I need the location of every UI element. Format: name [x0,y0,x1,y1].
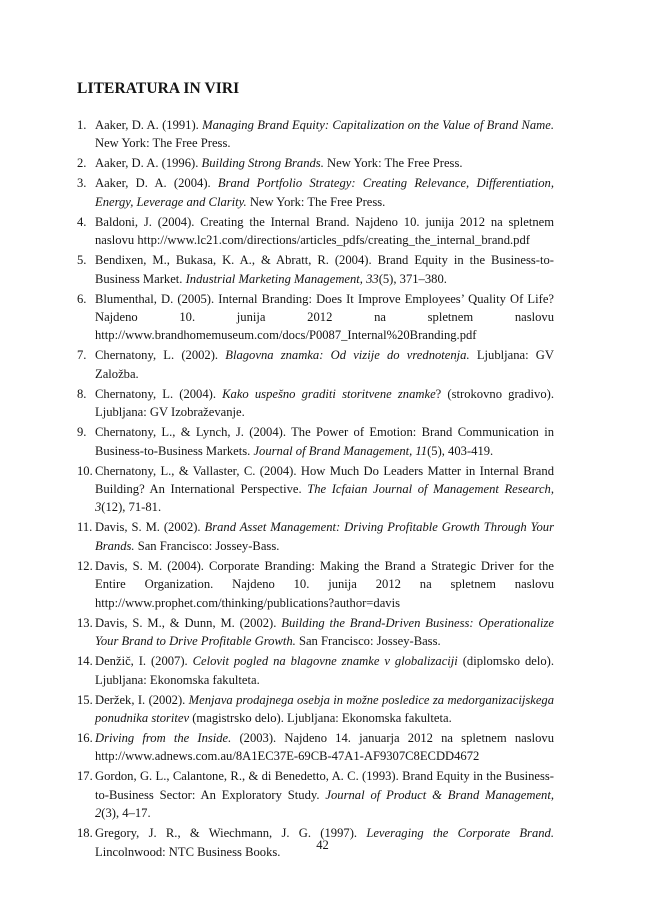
reference-number: 1. [77,118,87,132]
reference-title: Leveraging the Corporate Brand. [366,826,554,841]
reference-item [77,767,554,822]
reference-item [77,462,554,517]
reference-number: 17. [77,769,93,784]
reference-item [77,652,554,689]
reference-number: 14. [77,654,93,669]
reference-title: Building Strong Brands. [201,156,324,171]
reference-text: New York: The Free Press. [95,136,231,151]
reference-item [77,116,554,153]
reference-item [77,729,554,766]
reference-text: Ljubljana: GV Založba. [95,348,554,381]
reference-text: Denžič, I. (2007). [95,654,193,669]
reference-item [77,346,554,383]
reference-text: (3), 4–17. [101,806,151,821]
reference-text: ? (strokovno gradivo). Ljubljana: GV Izobraževanje. [95,386,554,420]
reference-text: Chernatony, L. (2002). [95,348,226,363]
reference-text: (5), 403-419. [427,443,494,458]
reference-text: Lincolnwood: NTC Business Books. [95,844,281,859]
reference-number: 8. [77,386,87,401]
reference-text: Chernatony, L., & Lynch, J. (2004). The Power of Emotion: Brand Communication in Business-to-Business Markets. [95,425,554,458]
reference-title: Menjava prodajnega osebja in možne posledice za medorganizacijskega ponudnika storitev [95,692,555,725]
reference-title: Kako uspešno graditi storitvene znamke [222,386,436,401]
reference-text: Bendixen, M., Bukasa, K. A., & Abratt, R. (2004). Brand Equity in the Business-to-Business Market. [95,253,554,286]
reference-item [77,154,554,172]
reference-text: San Francisco: Jossey-Bass. [134,538,280,553]
reference-title: Brand Asset Management: Driving Profitable Growth Through Your Brands. [95,520,554,553]
reference-item [77,213,554,250]
reference-text: Aaker, D. A. (1996). [95,156,202,171]
reference-text: Deržek, I. (2002). [95,692,189,707]
reference-number: 6. [77,291,87,306]
reference-number: 15. [77,692,93,707]
reference-title: Celovit pogled na blagovne znamke v globalizaciji [192,654,458,669]
reference-text: San Francisco: Jossey-Bass. [295,634,441,649]
reference-number: 9. [77,425,87,440]
reference-number: 18. [77,826,93,841]
reference-title: The Icfaian Journal of Management Research, 3 [95,482,554,515]
reference-item [77,423,554,460]
reference-text: Baldoni, J. (2004). Creating the Internal Brand. Najdeno 10. junija 2012 na spletnem naslovu http://www.lc21.com/directions/articles_pdfs/creating_the_internal_brand.pdf [95,214,554,248]
section-heading: LITERATURA IN VIRI [77,80,240,97]
reference-number: 4. [77,214,87,229]
reference-text: Aaker, D. A. (1991). [95,118,203,132]
reference-text: (5), 371–380. [378,271,447,286]
reference-number: 12. [77,558,93,573]
reference-item [77,518,554,555]
reference-text: Gregory, J. R., & Wiechmann, J. G. (1997). [95,826,367,841]
reference-text: New York: The Free Press. [323,156,463,171]
reference-text: Davis, S. M. (2004). Corporate Branding: Making the Brand a Strategic Driver for the Entire Organization. Najdeno 10. junija 2012 na spletnem naslovu http://www.prophet.com/thinking/publications?author=davis [95,558,554,610]
reference-item [77,251,554,288]
reference-text: Davis, S. M. (2002). [95,520,205,535]
reference-number: 10. [77,463,93,478]
reference-title: Managing Brand Equity: Capitalization on the Value of Brand Name. [202,118,554,132]
reference-item [77,614,554,651]
reference-text: Davis, S. M., & Dunn, M. (2002). [95,615,282,630]
reference-item [77,290,554,345]
reference-number: 13. [77,615,93,630]
reference-title: Driving from the Inside. [95,730,232,745]
reference-title: Blagovna znamka: Od vizije do vrednotenja. [225,348,470,363]
reference-text: New York: The Free Press. [246,194,386,209]
page-number: 42 [316,838,329,852]
reference-text: (diplomsko delo). Ljubljana: Ekonomska fakulteta. [95,654,555,687]
reference-list [77,116,554,863]
reference-text: (12), 71-81. [101,500,162,515]
reference-item [77,557,554,612]
reference-number: 7. [77,348,87,363]
reference-text: Chernatony, L. (2004). [95,386,223,401]
reference-text: (2003). Najdeno 14. januarja 2012 na spletnem naslovu http://www.adnews.com.au/8A1EC37E-69CB-47A1-AF9307C8ECDD4672 [95,730,554,764]
reference-text: (magistrsko delo). Ljubljana: Ekonomska fakulteta. [189,710,452,725]
reference-item [77,385,554,422]
reference-number: 11. [77,520,93,535]
reference-text: Chernatony, L., & Vallaster, C. (2004). How Much Do Leaders Matter in Internal Brand Building? An International Perspective. [95,463,554,497]
reference-number: 16. [77,730,93,745]
reference-title: Building the Brand-Driven Business: Operationalize Your Brand to Drive Profitable Growth. [95,615,555,649]
reference-title: Journal of Product & Brand Management, 2 [95,787,555,821]
reference-title: Industrial Marketing Management, 33 [185,271,379,286]
reference-title: Journal of Brand Management, 11 [253,443,428,458]
reference-text: Blumenthal, D. (2005). Internal Branding: Does It Improve Employees’ Quality Of Life? Najdeno 10. junija 2012 na spletnem naslovu http://www.brandhomemuseum.com/docs/P0087_Internal%20Branding.pdf [95,291,554,343]
reference-title: Brand Portfolio Strategy: Creating Relevance, Differentiation, Energy, Leverage and Clarity. [95,176,554,209]
reference-number: 3. [77,176,87,191]
reference-text: Aaker, D. A. (2004). [95,176,218,191]
reference-item [77,174,554,211]
reference-number: 2. [77,156,87,171]
reference-number: 5. [77,253,87,268]
reference-item [77,691,554,728]
reference-text: Gordon, G. L., Calantone, R., & di Benedetto, A. C. (1993). Brand Equity in the Business-to-Business Sector: An Exploratory Study. [95,769,554,802]
